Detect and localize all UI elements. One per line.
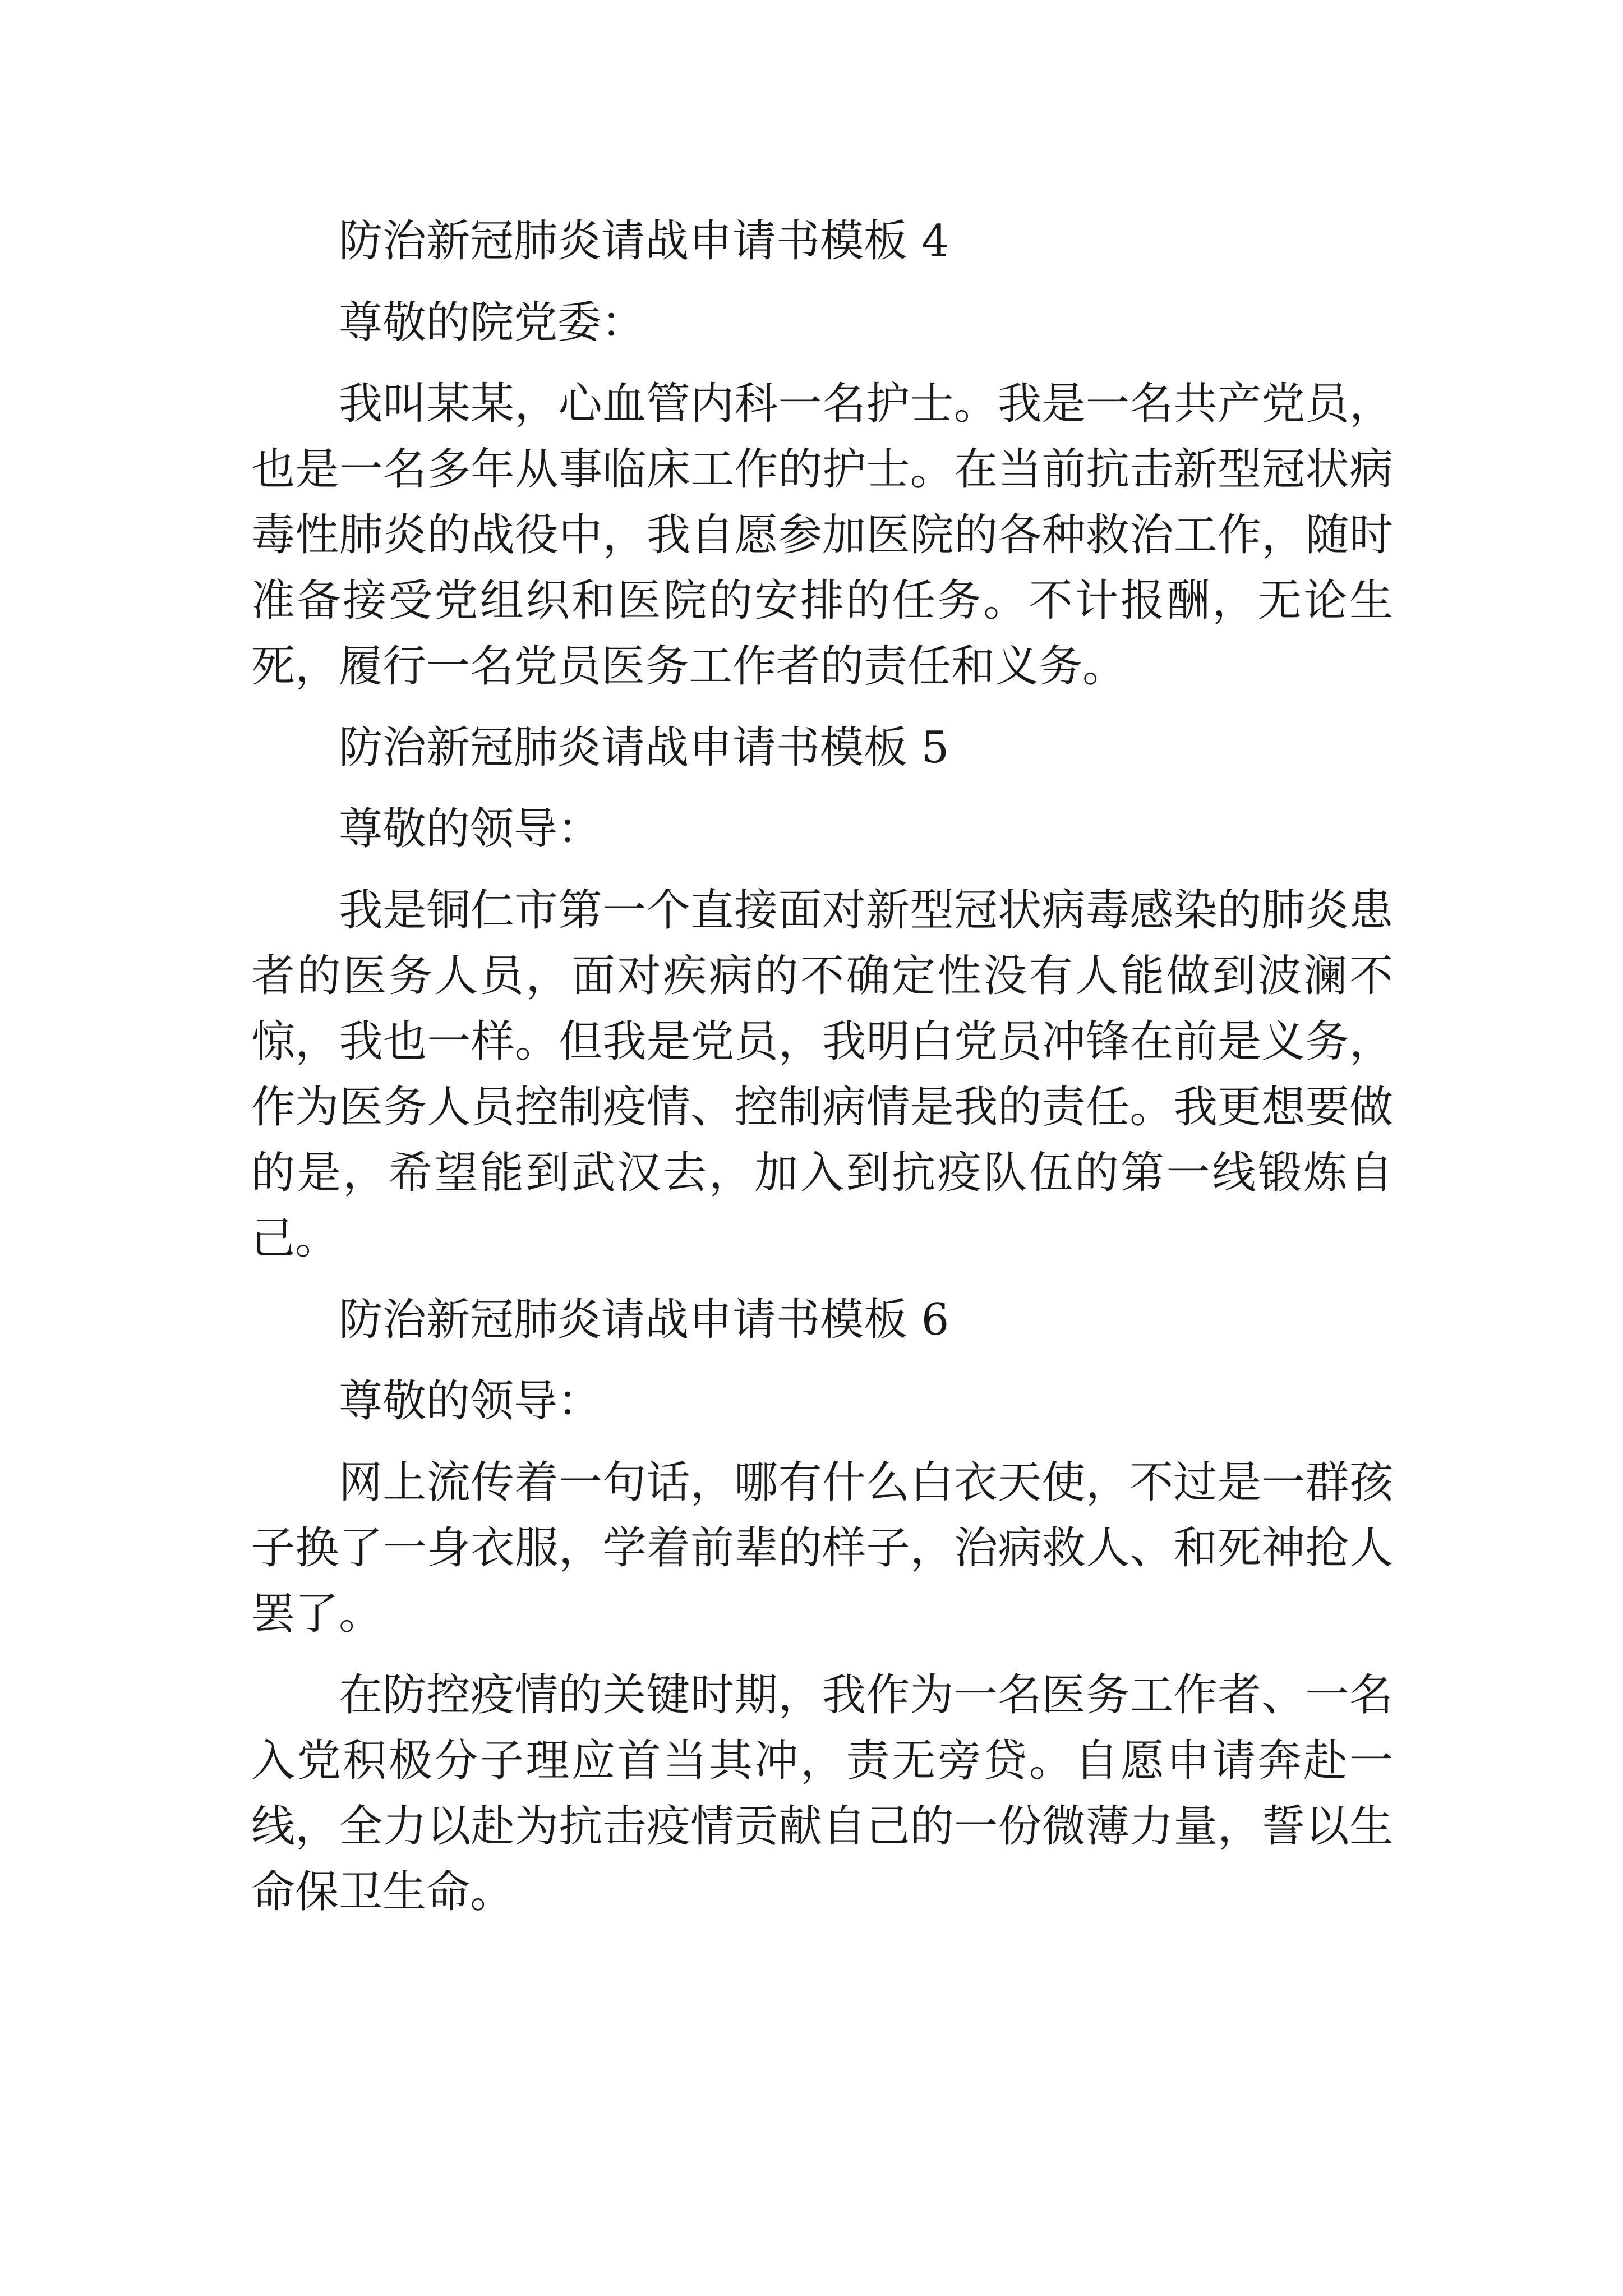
- body-paragraph: 我是铜仁市第一个直接面对新型冠状病毒感染的肺炎患者的医务人员，面对疾病的不确定性没有人能做到波澜不惊，我也一样。但我是党员，我明白党员冲锋在前是义务，作为医务人员控制疫情、控制病情是我的责任。我更想要做的是，希望能到武汉去，加入到抗疫队伍的第一线锻炼自己。: [251, 885, 1393, 1264]
- salutation-5: 尊敬的领导：: [339, 804, 602, 854]
- salutation-4: 尊敬的院党委：: [339, 297, 645, 348]
- section-title-5: 防治新冠肺炎请战申请书模板 5: [339, 723, 949, 773]
- section-title-6: 防治新冠肺炎请战申请书模板 6: [339, 1295, 949, 1345]
- body-paragraph: 我叫某某，心血管内科一名护士。我是一名共产党员，也是一名多年从事临床工作的护士。在当前抗击新型冠状病毒性肺炎的战役中，我自愿参加医院的各种救治工作，随时准备接受党组织和医院的安排的任务。不计报酬，无论生死，履行一名党员医务工作者的责任和义务。: [251, 379, 1393, 692]
- section-title-4: 防治新冠肺炎请战申请书模板 4: [339, 216, 949, 266]
- document-body: [251, 209, 1393, 1941]
- body-paragraph: 在防控疫情的关键时期，我作为一名医务工作者、一名入党积极分子理应首当其冲，责无旁贷。自愿申请奔赴一线，全力以赴为抗击疫情贡献自己的一份微薄力量，誓以生命保卫生命。: [251, 1670, 1393, 1917]
- body-paragraph: 网上流传着一句话，哪有什么白衣天使，不过是一群孩子换了一身衣服，学着前辈的样子，治病救人、和死神抢人罢了。: [251, 1457, 1393, 1639]
- salutation-6: 尊敬的领导：: [339, 1376, 602, 1427]
